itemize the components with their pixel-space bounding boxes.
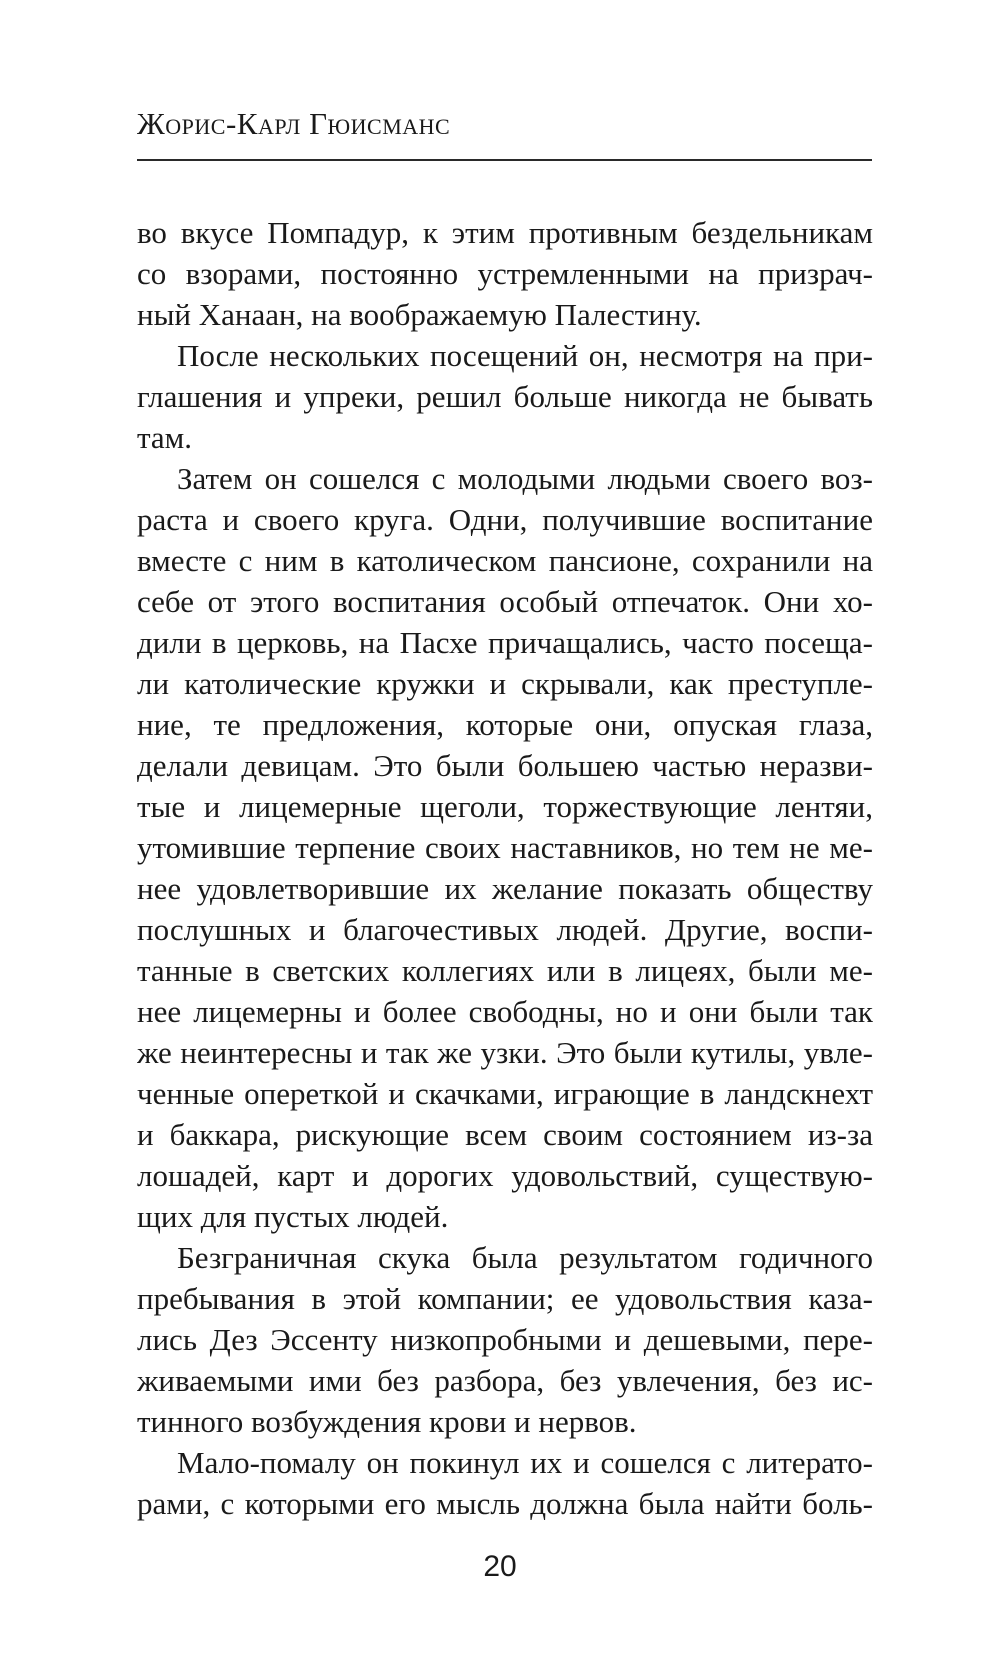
text-line: нее удовлетворившие их желание показать обществу: [137, 871, 873, 906]
text-line: вместе с ним в католическом пансионе, сохранили на: [137, 543, 873, 578]
text-line: Мало-помалу он покинул их и сошелся с литерато-: [177, 1445, 873, 1480]
text-line: делали девицам. Это были большею частью неразви-: [137, 748, 873, 783]
text-line: во вкусе Помпадур, к этим противным бездельникам: [137, 215, 873, 250]
text-line: Затем он сошелся с молодыми людьми своего воз-: [177, 461, 873, 496]
body-text: [137, 212, 873, 1524]
text-line: ние, те предложения, которые они, опуская глаза,: [137, 707, 873, 742]
text-line: же неинтересны и так же узки. Это были кутилы, увле-: [137, 1035, 873, 1070]
text-line: глашения и упреки, решил больше никогда не бывать: [137, 379, 873, 414]
text-line: лись Дез Эссенту низкопробными и дешевыми, пере-: [137, 1322, 873, 1357]
paragraph-5: [137, 1442, 873, 1524]
text-line: ный Ханаан, на воображаемую Палестину.: [137, 297, 702, 332]
text-line: пребывания в этой компании; ее удовольствия каза-: [137, 1281, 873, 1316]
text-line: послушных и благочестивых людей. Другие, воспи-: [137, 912, 873, 947]
text-line: и баккара, рискующие всем своим состоянием из-за: [137, 1117, 873, 1152]
text-line: После нескольких посещений он, несмотря на при-: [177, 338, 873, 373]
text-line: лошадей, карт и дорогих удовольствий, существую-: [137, 1158, 873, 1193]
text-line: раста и своего круга. Одни, получившие воспитание: [137, 502, 873, 537]
page-number: 20: [483, 1550, 517, 1583]
paragraph-3: [137, 458, 873, 1237]
text-line: танные в светских коллегиях или в лицеях, были ме-: [137, 953, 873, 988]
text-line: себе от этого воспитания особый отпечаток. Они хо-: [137, 584, 873, 619]
text-line: щих для пустых людей.: [137, 1199, 449, 1234]
text-line: там.: [137, 420, 193, 455]
text-line: тинного возбуждения крови и нервов.: [137, 1404, 637, 1439]
header-rule: [137, 159, 872, 161]
text-line: тые и лицемерные щеголи, торжествующие лентяи,: [137, 789, 873, 824]
running-header-author: Жорис-Карл Гюисманс: [137, 106, 451, 141]
text-line: живаемыми ими без разбора, без увлечения, без ис-: [137, 1363, 873, 1398]
paragraph-4: [137, 1237, 873, 1442]
text-line: рами, с которыми его мысль должна была найти боль-: [137, 1486, 873, 1521]
text-line: Безграничная скука была результатом годичного: [177, 1240, 873, 1275]
text-line: ли католические кружки и скрывали, как преступле-: [137, 666, 873, 701]
text-line: со взорами, постоянно устремленными на призрач-: [137, 256, 873, 291]
text-line: ченные опереткой и скачками, играющие в ландскнехт: [137, 1076, 873, 1111]
paragraph-2: [137, 335, 873, 458]
paragraph-1: [137, 212, 873, 335]
text-line: нее лицемерны и более свободны, но и они были так: [137, 994, 873, 1029]
text-line: дили в церковь, на Пасхе причащались, часто посеща-: [137, 625, 873, 660]
text-line: утомившие терпение своих наставников, но тем не ме-: [137, 830, 873, 865]
